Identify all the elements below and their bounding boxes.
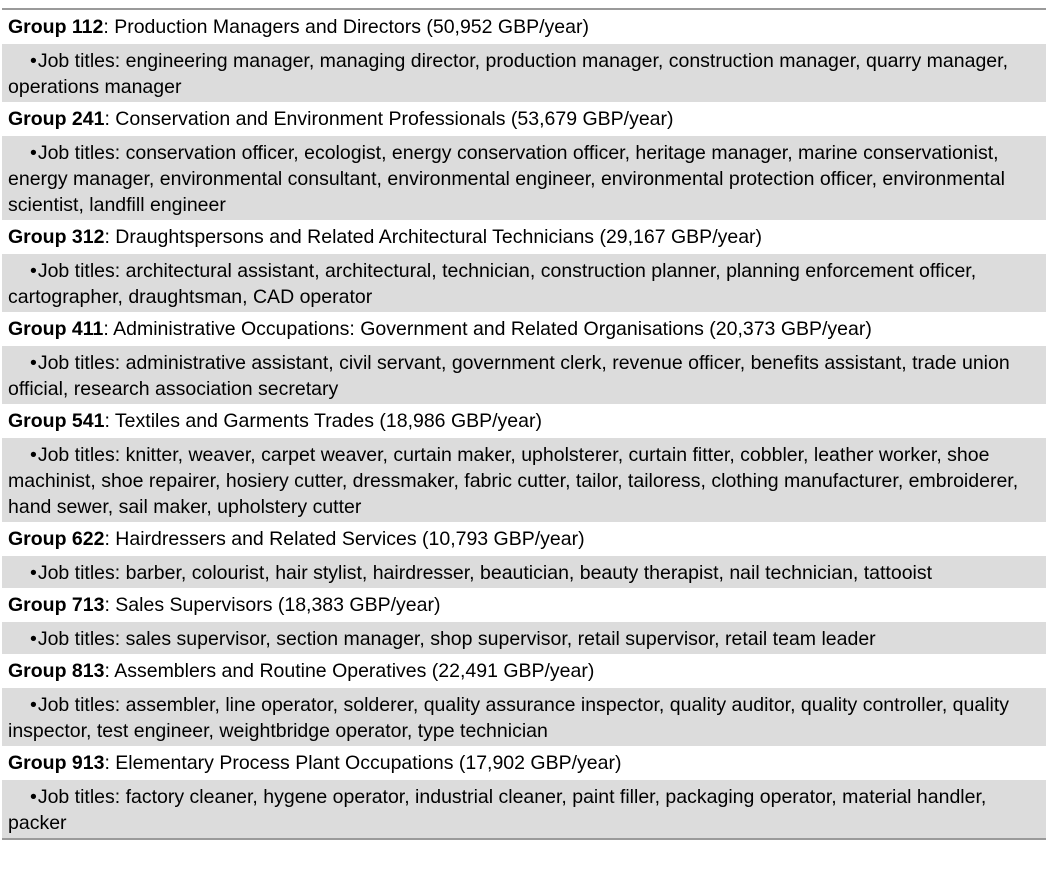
group-label: Group 622 <box>8 528 105 550</box>
group-label: Group 913 <box>8 752 105 774</box>
job-titles-text: Job titles: assembler, line operator, solderer, quality assurance inspector, quality auditor, quality controller, quality inspector, test engineer, weightbridge operator, type technician <box>8 694 1010 742</box>
group-row <box>2 588 1046 622</box>
group-row <box>2 312 1046 346</box>
group-description: : Production Managers and Directors (50,952 GBP/year) <box>103 16 589 38</box>
job-titles-row <box>2 622 1046 654</box>
bullet-icon: • <box>30 352 37 374</box>
job-titles-text: Job titles: architectural assistant, architectural, technician, construction planner, planning enforcement officer, cartographer, draughtsman, CAD operator <box>8 260 977 308</box>
job-titles-row <box>2 438 1046 522</box>
bullet-icon: • <box>30 694 37 716</box>
group-row <box>2 102 1046 136</box>
job-titles-text: Job titles: factory cleaner, hygene operator, industrial cleaner, paint filler, packaging operator, material handler, packer <box>8 786 987 834</box>
bullet-icon: • <box>30 786 37 808</box>
group-row <box>2 404 1046 438</box>
group-label: Group 312 <box>8 226 105 248</box>
job-titles-text: Job titles: engineering manager, managing director, production manager, construction manager, quarry manager, operations manager <box>8 50 1008 98</box>
occupation-groups-table <box>2 8 1046 840</box>
bullet-icon: • <box>30 562 37 584</box>
job-titles-text: Job titles: conservation officer, ecologist, energy conservation officer, heritage manager, marine conservationist, energy manager, environmental consultant, environmental engineer, environmental protection officer, environmental scientist, landfill engineer <box>8 142 1005 216</box>
job-titles-text: Job titles: barber, colourist, hair stylist, hairdresser, beautician, beauty therapist, nail technician, tattooist <box>37 562 933 584</box>
group-row <box>2 522 1046 556</box>
bullet-icon: • <box>30 142 37 164</box>
job-titles-row <box>2 254 1046 312</box>
job-titles-text: Job titles: administrative assistant, civil servant, government clerk, revenue officer, benefits assistant, trade union official, research association secretary <box>8 352 1010 400</box>
group-description: : Assemblers and Routine Operatives (22,491 GBP/year) <box>104 660 595 682</box>
group-row <box>2 10 1046 44</box>
group-row <box>2 220 1046 254</box>
group-description: : Draughtspersons and Related Architectural Technicians (29,167 GBP/year) <box>104 226 763 248</box>
job-titles-text: Job titles: knitter, weaver, carpet weaver, curtain maker, upholsterer, curtain fitter, cobbler, leather worker, shoe machinist, shoe repairer, hosiery cutter, dressmaker, fabric cutter, tailor, tailoress, clothing manufacturer, embroiderer, hand sewer, sail maker, upholstery cutter <box>8 444 1019 518</box>
group-description: : Administrative Occupations: Government and Related Organisations (20,373 GBP/year) <box>103 318 872 340</box>
bullet-icon: • <box>30 50 37 72</box>
job-titles-row <box>2 44 1046 102</box>
group-label: Group 541 <box>8 410 105 432</box>
job-titles-row <box>2 556 1046 588</box>
job-titles-row <box>2 346 1046 404</box>
job-titles-row <box>2 780 1046 838</box>
group-label: Group 813 <box>8 660 105 682</box>
group-label: Group 112 <box>8 16 104 38</box>
group-description: : Elementary Process Plant Occupations (17,902 GBP/year) <box>104 752 622 774</box>
group-row <box>2 746 1046 780</box>
job-titles-row <box>2 136 1046 220</box>
group-row <box>2 654 1046 688</box>
group-label: Group 713 <box>8 594 105 616</box>
job-titles-row <box>2 688 1046 746</box>
group-description: : Textiles and Garments Trades (18,986 GBP/year) <box>104 410 542 432</box>
bullet-icon: • <box>30 628 37 650</box>
group-label: Group 411 <box>8 318 104 340</box>
bullet-icon: • <box>30 260 37 282</box>
job-titles-text: Job titles: sales supervisor, section manager, shop supervisor, retail supervisor, retail team leader <box>37 628 876 650</box>
group-description: : Hairdressers and Related Services (10,793 GBP/year) <box>104 528 585 550</box>
bullet-icon: • <box>30 444 37 466</box>
group-description: : Conservation and Environment Professionals (53,679 GBP/year) <box>104 108 674 130</box>
group-description: : Sales Supervisors (18,383 GBP/year) <box>104 594 441 616</box>
group-label: Group 241 <box>8 108 105 130</box>
